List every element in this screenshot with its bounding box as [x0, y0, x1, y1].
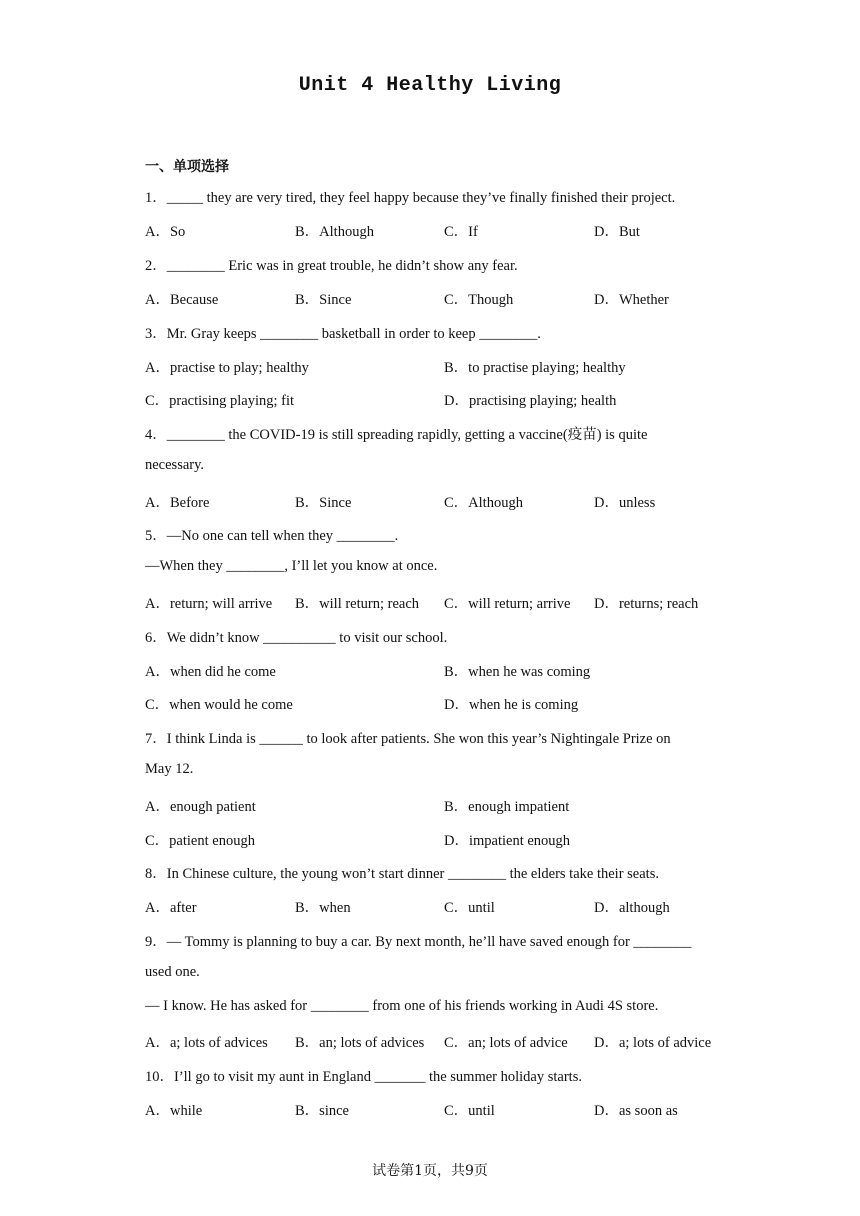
question-4-text-cont: necessary.	[145, 457, 205, 473]
question-9-text-cont: used one.	[145, 964, 200, 980]
q2-option-b: B．Since	[295, 292, 352, 308]
q6-option-a: A．when did he come	[145, 664, 276, 680]
q8-option-b: B．when	[295, 900, 351, 916]
q5-option-c: C．will return; arrive	[444, 596, 571, 612]
question-9-reply: — I know. He has asked for ________ from one of his friends working in Audi 4S store.	[145, 998, 659, 1014]
q1-option-b: B．Although	[295, 224, 374, 240]
q3-option-c: C．practising playing; fit	[145, 393, 295, 409]
question-5-text: 5．—No one can tell when they ________.	[145, 528, 399, 544]
q6-option-c: C．when would he come	[145, 697, 293, 713]
question-3-text: 3．Mr. Gray keeps ________ basketball in order to keep ________.	[145, 326, 541, 342]
section-heading: 一、单项选择	[145, 159, 229, 175]
q10-option-a: A．while	[145, 1103, 203, 1119]
q2-option-d: D．Whether	[594, 292, 669, 308]
q9-option-a: A．a; lots of advices	[145, 1035, 268, 1051]
q5-option-b: B．will return; reach	[295, 596, 420, 612]
question-7-text: 7．I think Linda is ______ to look after patients. She won this year’s Nightingale Prize on	[145, 731, 671, 747]
q6-option-b: B．when he was coming	[444, 664, 591, 680]
q4-option-c: C．Although	[444, 495, 523, 511]
question-6-text: 6．We didn’t know __________ to visit our school.	[145, 630, 448, 646]
q3-option-a: A．practise to play; healthy	[145, 360, 309, 376]
q5-option-d: D．returns; reach	[594, 596, 699, 612]
q8-option-a: A．after	[145, 900, 197, 916]
q5-option-a: A．return; will arrive	[145, 596, 273, 612]
q2-option-c: C．Though	[444, 292, 514, 308]
q9-option-d: D．a; lots of advice	[594, 1035, 712, 1051]
question-2-text: 2．________ Eric was in great trouble, he didn’t show any fear.	[145, 258, 518, 274]
question-7-text-cont: May 12.	[145, 761, 194, 777]
q3-option-d: D．practising playing; health	[444, 393, 617, 409]
q8-option-c: C．until	[444, 900, 495, 916]
question-9-text: 9．— Tommy is planning to buy a car. By next month, he’ll have saved enough for ________	[145, 934, 692, 950]
q1-option-d: D．But	[594, 224, 640, 240]
q4-option-b: B．Since	[295, 495, 352, 511]
q2-option-a: A．Because	[145, 292, 219, 308]
question-1-text: 1．_____ they are very tired, they feel happy because they’ve finally finished their project.	[145, 190, 676, 206]
question-8-text: 8．In Chinese culture, the young won’t start dinner ________ the elders take their seats.	[145, 866, 659, 882]
q1-option-c: C．If	[444, 224, 478, 240]
q9-option-c: C．an; lots of advice	[444, 1035, 568, 1051]
page-title: Unit 4 Healthy Living	[298, 74, 562, 97]
question-10-text: 10．I’ll go to visit my aunt in England _______ the summer holiday starts.	[145, 1069, 582, 1085]
q3-option-b: B．to practise playing; healthy	[444, 360, 626, 376]
question-5-reply: —When they ________, I’ll let you know at once.	[145, 558, 438, 574]
q7-option-c: C．patient enough	[145, 833, 255, 849]
q10-option-b: B．since	[295, 1103, 349, 1119]
q1-option-a: A．So	[145, 224, 186, 240]
q4-option-a: A．Before	[145, 495, 210, 511]
q10-option-c: C．until	[444, 1103, 495, 1119]
q10-option-d: D．as soon as	[594, 1103, 678, 1119]
page-footer: 试卷第1页，共9页	[372, 1163, 488, 1179]
q7-option-a: A．enough patient	[145, 799, 256, 815]
q9-option-b: B．an; lots of advices	[295, 1035, 425, 1051]
q4-option-d: D．unless	[594, 495, 656, 511]
q7-option-b: B．enough impatient	[444, 799, 570, 815]
q7-option-d: D．impatient enough	[444, 833, 571, 849]
q8-option-d: D．although	[594, 900, 670, 916]
question-4-text: 4．________ the COVID-19 is still spreading rapidly, getting a vaccine(疫苗) is quite	[145, 427, 648, 443]
q6-option-d: D．when he is coming	[444, 697, 579, 713]
